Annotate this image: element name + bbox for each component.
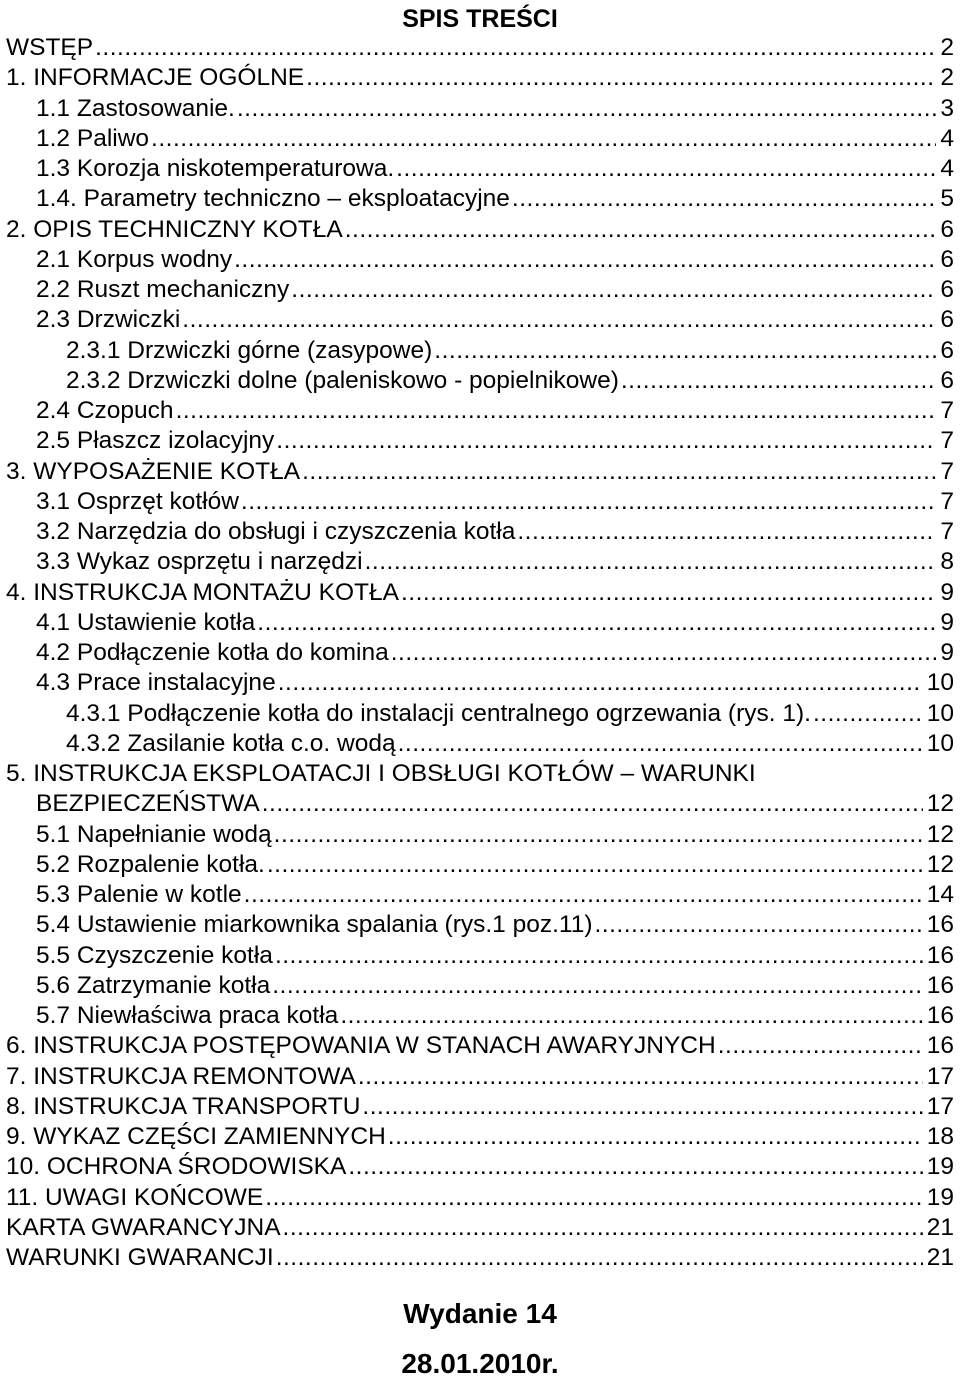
edition-number: Wydanie 14 [403,1298,557,1329]
toc-page-number: 7 [940,518,954,545]
toc-page-number: 6 [940,245,954,273]
toc-page-number: 7 [940,397,954,424]
dot-leader [257,608,936,638]
toc-entry-label: 10. OCHRONA ŚRODOWISKA [6,1153,347,1181]
dot-leader [276,426,936,456]
toc-entry-label: WARUNKI GWARANCJI [6,1244,274,1271]
toc-entry-label: 3.3 Wykaz osprzętu i narzędzi [36,548,363,576]
toc-entry-label: 2.1 Korpus wodny [36,245,233,273]
dot-leader [237,94,937,124]
toc-entry-label: 2.5 Płaszcz izolacyjny [36,427,275,455]
toc-entry[interactable] [0,457,960,487]
toc-entry-label: 11. UWAGI KOŃCOWE [6,1183,264,1211]
page-title: SPIS TREŚCI [402,5,558,33]
toc-page-number: 6 [940,366,954,394]
toc-page-number: 16 [926,971,954,999]
toc-page-number: 19 [926,1183,954,1211]
toc-page-number: 12 [926,820,954,848]
toc-page-number: 5 [940,185,954,213]
dot-leader [718,1031,923,1061]
toc-entry[interactable] [0,608,960,638]
toc-entry-label: 4.3.2 Zasilanie kotła c.o. wodą [66,729,396,757]
table-of-contents [0,33,960,1273]
toc-page-number: 17 [926,1092,954,1120]
toc-entry-label: 1.1 Zastosowanie. [36,94,235,122]
toc-page-number: 10 [926,729,954,757]
dot-leader [401,578,936,608]
toc-entry[interactable] [0,215,960,245]
dot-leader [362,1092,922,1122]
toc-entry-label: 9. WYKAZ CZĘŚCI ZAMIENNYCH [6,1123,386,1150]
dot-leader [276,1243,923,1273]
toc-entry-label: 4.2 Podłączenie kotła do komina [36,639,389,666]
toc-entry[interactable] [0,336,960,366]
dot-leader [396,154,936,184]
toc-entry[interactable] [0,305,960,335]
toc-entry-label: 2.3.2 Drzwiczki dolne (paleniskowo - popielnikowe) [66,366,619,394]
toc-page-number: 4 [940,155,954,182]
dot-leader [348,1152,922,1182]
toc-entry[interactable] [0,396,960,426]
toc-page-number: 19 [926,1153,954,1181]
toc-entry-label: 2.2 Ruszt mechaniczny [36,276,290,303]
toc-entry[interactable] [0,154,960,184]
toc-entry[interactable] [0,275,960,305]
toc-page-number: 4 [940,124,954,152]
toc-entry[interactable] [0,729,960,759]
dot-leader [272,971,923,1001]
toc-entry-label: 4.1 Ustawienie kotła [36,608,256,636]
dot-leader [398,729,923,759]
toc-page-number: 2 [940,34,954,61]
toc-entry[interactable] [0,547,960,577]
toc-page-number: 2 [940,64,954,92]
toc-page-number: 16 [926,1032,954,1060]
edition-date: 28.01.2010r. [401,1348,559,1379]
toc-entry-label: 3.2 Narzędzia do obsługi i czyszczenia kotła [36,518,516,545]
toc-entry[interactable] [0,487,960,517]
toc-page-number: 16 [926,911,954,939]
toc-entry[interactable] [0,971,960,1001]
toc-entry-label: 4. INSTRUKCJA MONTAŻU KOTŁA [6,578,399,606]
toc-entry-label: 1.4. Parametry techniczno – eksploatacyjne [36,185,510,213]
toc-page-number: 6 [940,336,954,364]
dot-leader [234,245,936,275]
toc-entry[interactable] [0,1031,960,1061]
toc-entry[interactable] [0,578,960,608]
toc-page-number: 9 [940,578,954,606]
dot-leader [358,1062,923,1092]
toc-entry-label: 7. INSTRUKCJA REMONTOWA [6,1062,356,1090]
toc-page-number: 7 [940,457,954,485]
dot-leader [182,305,936,335]
dot-leader [176,396,937,426]
toc-entry-label-continued: BEZPIECZEŃSTWA [36,790,260,818]
dot-leader [278,668,923,698]
toc-entry-label: 3. WYPOSAŻENIE KOTŁA [6,457,301,485]
dot-leader [388,1122,923,1152]
toc-page-number: 3 [940,94,954,122]
toc-entry[interactable] [0,245,960,275]
dot-leader [291,275,936,305]
toc-entry-label: 5.1 Napełnianie wodą [36,820,272,848]
toc-entry-label: 5.6 Zatrzymanie kotła [36,971,271,999]
toc-entry[interactable] [0,850,960,880]
toc-entry[interactable] [0,759,960,820]
toc-page-number: 16 [926,1002,954,1029]
toc-page-number: 17 [926,1062,954,1090]
dot-leader [274,820,923,850]
dot-leader [302,457,936,487]
toc-page-number: 6 [940,215,954,243]
toc-entry[interactable] [0,1243,960,1273]
toc-page-number: 21 [926,1244,954,1271]
toc-entry[interactable] [0,1122,960,1152]
toc-page-number: 7 [940,487,954,515]
toc-page-number: 10 [926,699,954,727]
toc-entry[interactable] [0,366,960,396]
toc-entry-label: 1.2 Paliwo [36,124,150,152]
toc-page-number: 6 [940,276,954,303]
toc-page-number: 7 [940,427,954,455]
toc-entry-label: 5.2 Rozpalenie kotła. [36,850,265,878]
toc-entry-label: 2.4 Czopuch [36,397,174,424]
toc-entry-label: 5.3 Palenie w kotle [36,881,242,908]
dot-leader [306,63,936,93]
toc-entry-label: 2. OPIS TECHNICZNY KOTŁA [6,215,343,243]
dot-leader [262,789,923,819]
toc-entry[interactable] [0,1001,960,1031]
toc-entry[interactable] [0,1213,960,1243]
toc-entry[interactable] [0,1062,960,1092]
toc-entry-label: 5.4 Ustawienie miarkownika spalania (rys.1 poz.11) [36,911,593,939]
toc-page-number: 21 [926,1213,954,1241]
toc-page-number: 12 [926,850,954,878]
dot-leader [434,336,936,366]
dot-leader [265,1183,922,1213]
toc-page-number: 12 [926,790,954,818]
toc-entry-label: 3.1 Osprzęt kotłów [36,487,239,515]
dot-leader [365,547,937,577]
dot-leader [595,910,923,940]
toc-entry[interactable] [0,820,960,850]
dot-leader [391,638,937,668]
toc-entry[interactable] [0,910,960,940]
toc-entry-label: 4.3 Prace instalacyjne [36,669,276,697]
toc-entry-label: 5. INSTRUKCJA EKSPLOATACJI I OBSŁUGI KOTŁÓW – WARUNKI [6,760,756,787]
toc-entry[interactable] [0,699,960,729]
toc-entry[interactable] [0,517,960,547]
toc-entry-label: 4.3.1 Podłączenie kotła do instalacji centralnego ogrzewania (rys. 1). [66,699,811,727]
toc-page-number: 9 [940,608,954,636]
toc-page-number: 14 [926,881,954,908]
toc-page-number: 16 [926,941,954,969]
toc-entry[interactable] [0,941,960,971]
toc-entry[interactable] [0,1152,960,1182]
toc-entry-label: 5.5 Czyszczenie kotła [36,941,273,969]
dot-leader [151,124,936,154]
toc-entry-label: 2.3.1 Drzwiczki górne (zasypowe) [66,336,433,364]
toc-page-number: 9 [940,639,954,666]
toc-entry[interactable] [0,184,960,214]
dot-leader [340,1001,922,1031]
dot-leader [267,850,923,880]
dot-leader [244,880,923,910]
toc-entry[interactable] [0,33,960,63]
toc-entry[interactable] [0,638,960,668]
toc-entry[interactable] [0,426,960,456]
toc-entry[interactable] [0,124,960,154]
toc-entry-label: 2.3 Drzwiczki [36,306,181,334]
toc-page-number: 6 [940,306,954,334]
toc-entry[interactable] [0,1183,960,1213]
toc-entry[interactable] [0,1092,960,1122]
toc-entry-label: 6. INSTRUKCJA POSTĘPOWANIA W STANACH AWARYJNYCH [6,1032,716,1060]
dot-leader [813,699,923,729]
dot-leader [345,215,937,245]
toc-entry-label: 1.3 Korozja niskotemperaturowa. [36,155,395,182]
toc-entry-label: 5.7 Niewłaściwa praca kotła [36,1002,339,1029]
toc-page-number: 18 [926,1123,954,1150]
dot-leader [241,487,936,517]
dot-leader [512,184,936,214]
dot-leader [517,517,936,547]
dot-leader [283,1213,923,1243]
toc-page-number: 10 [926,669,954,697]
toc-entry[interactable] [0,880,960,910]
dot-leader [275,941,923,971]
toc-entry-label: WSTĘP [6,34,94,61]
toc-page-number: 8 [940,548,954,576]
dot-leader [95,33,936,63]
dot-leader [621,366,936,396]
toc-entry-label: 8. INSTRUKCJA TRANSPORTU [6,1092,361,1120]
toc-entry[interactable] [0,668,960,698]
toc-entry-label: KARTA GWARANCYJNA [6,1213,281,1241]
toc-entry[interactable] [0,63,960,93]
toc-entry[interactable] [0,94,960,124]
toc-entry-label: 1. INFORMACJE OGÓLNE [6,64,305,92]
